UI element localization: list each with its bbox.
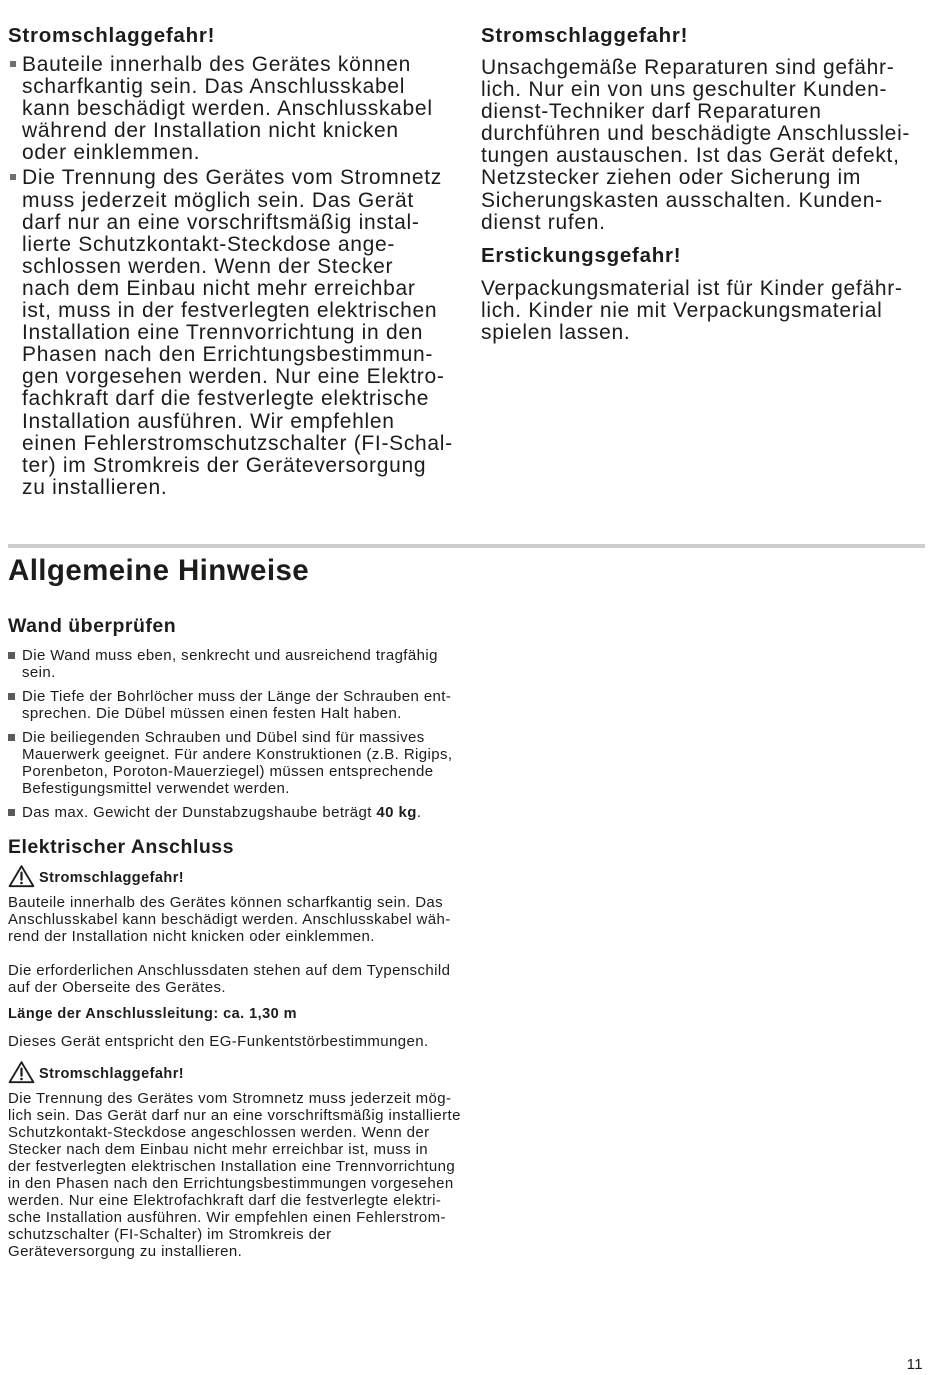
list-item (8, 804, 452, 821)
connection-data-text: Die erforderlichen Anschlussdaten stehen auf dem Typenschild auf der Oberseite des Gerätes. (8, 962, 451, 996)
bullet-square (8, 652, 15, 659)
list-item (8, 729, 452, 797)
list-item (8, 647, 452, 681)
list-item (8, 688, 452, 722)
bullet-square (8, 809, 15, 816)
bullet-square (10, 174, 16, 180)
max-weight-value: 40 kg (376, 804, 417, 821)
electric-shock-bullet-list (8, 54, 453, 499)
warning-label: Stromschlaggefahr! (39, 870, 185, 886)
bullet-square (8, 734, 15, 741)
list-item-text: Die beiliegenden Schrauben und Dübel sind für massives Mauerwerk geeignet. Für andere Konstruktionen (z.B. Rigips, Porenbeton, Poroton-Mauerziegel) müssen entsprechende Befestigungsmittel verwendet werden. (22, 729, 453, 797)
bullet-item (8, 167, 453, 498)
list-item-text: Die Tiefe der Bohrlöcher muss der Länge der Schrauben ent- sprechen. Die Dübel müssen einen festen Halt haben. (22, 688, 452, 722)
wall-check-list (8, 647, 452, 828)
weight-item-text: Das max. Gewicht der Dunstabzugshaube beträgt (22, 804, 377, 821)
page-number: 11 (906, 1356, 923, 1373)
cable-length-text: Länge der Anschlussleitung: ca. 1,30 m (8, 1006, 297, 1022)
weight-item-end: . (416, 804, 422, 821)
warning-text: Die Trennung des Gerätes vom Stromnetz muss jederzeit mög- lich sein. Das Gerät darf nur an eine vorschriftsmäßig installierte Schutzkontakt-Steckdose angeschlossen werden. Wenn der Stecker nach dem Einbau nicht mehr erreichbar ist, muss in der festverlegten elektrischen Installation eine Trennvorrichtung in den Phasen nach den Errichtungsbestimmungen vorgesehen werden. Nur eine Elektrofachkraft darf die festverlegte elektri- sche Installation ausführen. Wir empfehlen einen Fehlerstrom- schutzschalter (FI-Schalter) im Stromkreis der Geräteversorgung zu installieren. (8, 1090, 461, 1260)
emc-note-text: Dieses Gerät entspricht den EG-Funkentstörbestimmungen. (8, 1033, 429, 1050)
packaging-warning-text: Verpackungsmaterial ist für Kinder gefähr- lich. Kinder nie mit Verpackungsmaterial spielen lassen. (481, 277, 903, 345)
electric-shock-heading: Stromschlaggefahr! (481, 24, 689, 47)
suffocation-heading: Erstickungsgefahr! (481, 244, 682, 267)
warning-triangle-icon (8, 1060, 35, 1084)
bullet-square (8, 693, 15, 700)
repair-warning-text: Unsachgemäße Reparaturen sind gefähr- lich. Nur ein von uns geschulter Kunden- dienst-Techniker darf Reparaturen durchführen und beschädigte Anschlusslei- tungen austauschen. Ist das Gerät defekt, Netzstecker ziehen oder Sicherung im Sicherungskasten ausschalten. Kunden- dienst rufen. (481, 56, 911, 234)
section-title: Allgemeine Hinweise (8, 554, 310, 587)
electrical-connection-heading: Elektrischer Anschluss (8, 836, 234, 858)
bullet-square (10, 61, 16, 67)
bullet-text: Die Trennung des Gerätes vom Stromnetz muss jederzeit möglich sein. Das Gerät darf nur an eine vorschriftsmäßig instal- lierte Schutzkontakt-Steckdose ange- schlossen werden. Wenn der Stecker nach dem Einbau nicht mehr erreichbar ist, muss in der festverlegten elektrischen Installation eine Trennvorrichtung in den Phasen nach den Errichtungsbestimmun- gen vorgesehen werden. Nur eine Elektro- fachkraft darf die festverlegte elektrische Installation ausführen. Wir empfehlen einen Fehlerstromschutzschalter (FI-Schal- ter) im Stromkreis der Geräteversorgung zu installieren. (22, 166, 453, 499)
warning-triangle-icon (8, 864, 35, 888)
list-item-text: Die Wand muss eben, senkrecht und ausreichend tragfähig sein. (22, 647, 438, 681)
warning-text: Bauteile innerhalb des Gerätes können scharfkantig sein. Das Anschlusskabel kann beschädigt werden. Anschlusskabel wäh- rend der Installation nicht knicken oder einklemmen. (8, 894, 451, 945)
electric-shock-heading: Stromschlaggefahr! (8, 24, 216, 47)
section-divider (8, 544, 925, 548)
bullet-item (8, 54, 453, 164)
bullet-text: Bauteile innerhalb des Gerätes können scharfkantig sein. Das Anschlusskabel kann beschädigt werden. Anschlusskabel während der Installation nicht knicken oder einklemmen. (22, 53, 433, 165)
warning-label: Stromschlaggefahr! (39, 1066, 185, 1082)
wall-check-heading: Wand überprüfen (8, 615, 177, 637)
weight-item (22, 804, 452, 821)
